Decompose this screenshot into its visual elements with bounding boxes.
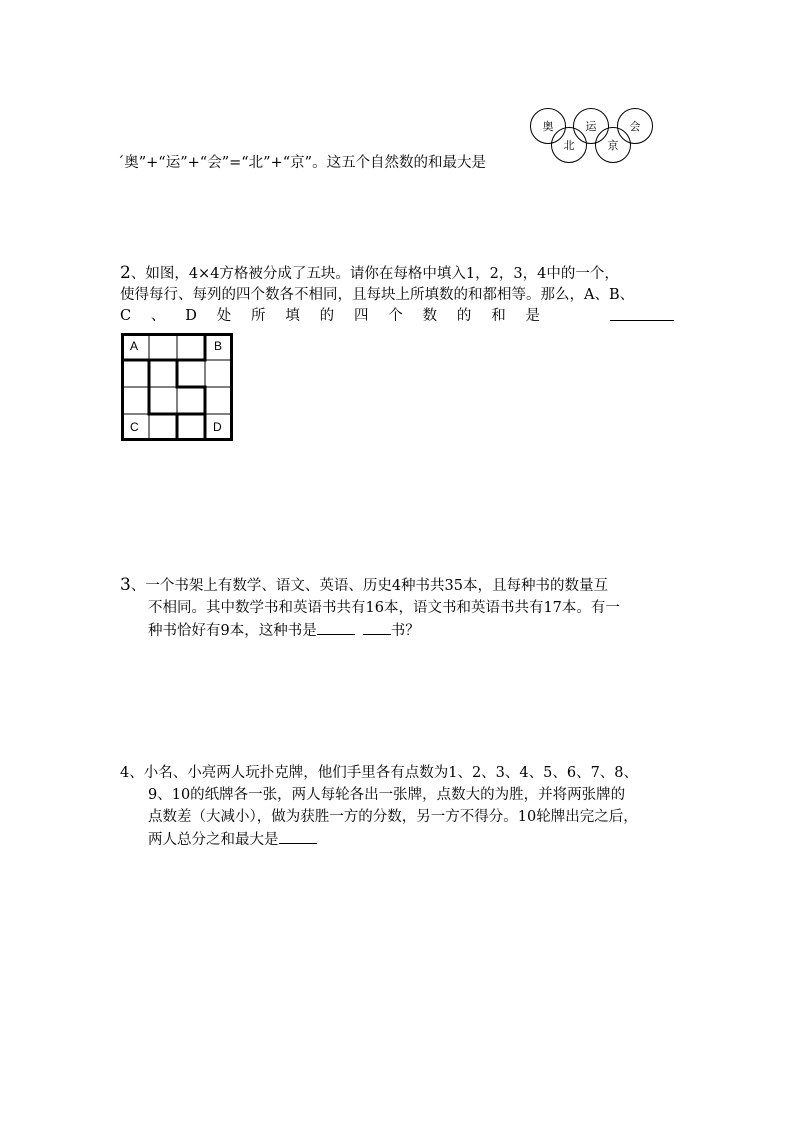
q2-line1: 2、如图，4×4方格被分成了五块。请你在每格中填入1，2，3，4中的一个，	[120, 263, 619, 283]
q3-answer-blank-2[interactable]	[363, 620, 391, 635]
q3-number: 3	[120, 575, 131, 595]
q2-line3: C 、 D 处 所 填 的 四 个 数 的 和 是	[120, 308, 540, 324]
q1-text: 奥”+“运”+“会”=“北”+“京”。这五个自然数的和最大是	[124, 155, 487, 171]
cell-label-a: A	[130, 339, 139, 353]
ring-bei: 北	[551, 127, 587, 163]
ring-jing: 京	[595, 127, 631, 163]
q2-number: 2	[120, 263, 131, 283]
q3-line1: 3、一个书架上有数学、语文、英语、历史4种书共35本，且每种书的数量互	[120, 575, 609, 595]
q4-line4: 两人总分之和最大是	[148, 829, 317, 850]
q4-line3: 点数差（大减小），做为获胜一方的分数，另一方不得分。10轮牌出完之后，	[148, 809, 638, 825]
q3-answer-blank-1[interactable]	[317, 620, 355, 635]
ring-hui: 会	[617, 108, 653, 144]
cell-label-d: D	[213, 420, 222, 434]
q2-line2: 使得每行、每列的四个数各不相同，且每块上所填数的和都相等。那么，A、B、	[120, 287, 635, 303]
cell-label-c: C	[130, 420, 139, 434]
ring-yun: 运	[573, 108, 609, 144]
q4-line2: 9、10的纸牌各一张，两人每轮各出一张牌，点数大的为胜，并将两张牌的	[148, 787, 626, 803]
cell-label-b: B	[214, 339, 223, 353]
puzzle-grid	[121, 333, 233, 441]
q4-line1: 4、小名、小亮两人玩扑克牌，他们手里各有点数为1、2、3、4、5、6、7、8、	[120, 765, 639, 781]
q4-answer-blank[interactable]	[279, 829, 317, 844]
q3-line3: 种书恰好有9本，这种书是 书？	[148, 620, 420, 641]
q1-text-line	[117, 153, 486, 173]
q2-answer-blank[interactable]	[610, 320, 674, 321]
q3-line2: 不相同。其中数学书和英语书共有16本，语文书和英语书共有17本。有一	[148, 600, 620, 616]
q1-lead-mark: ˊ	[117, 155, 125, 171]
ring-ao: 奥	[530, 108, 566, 144]
